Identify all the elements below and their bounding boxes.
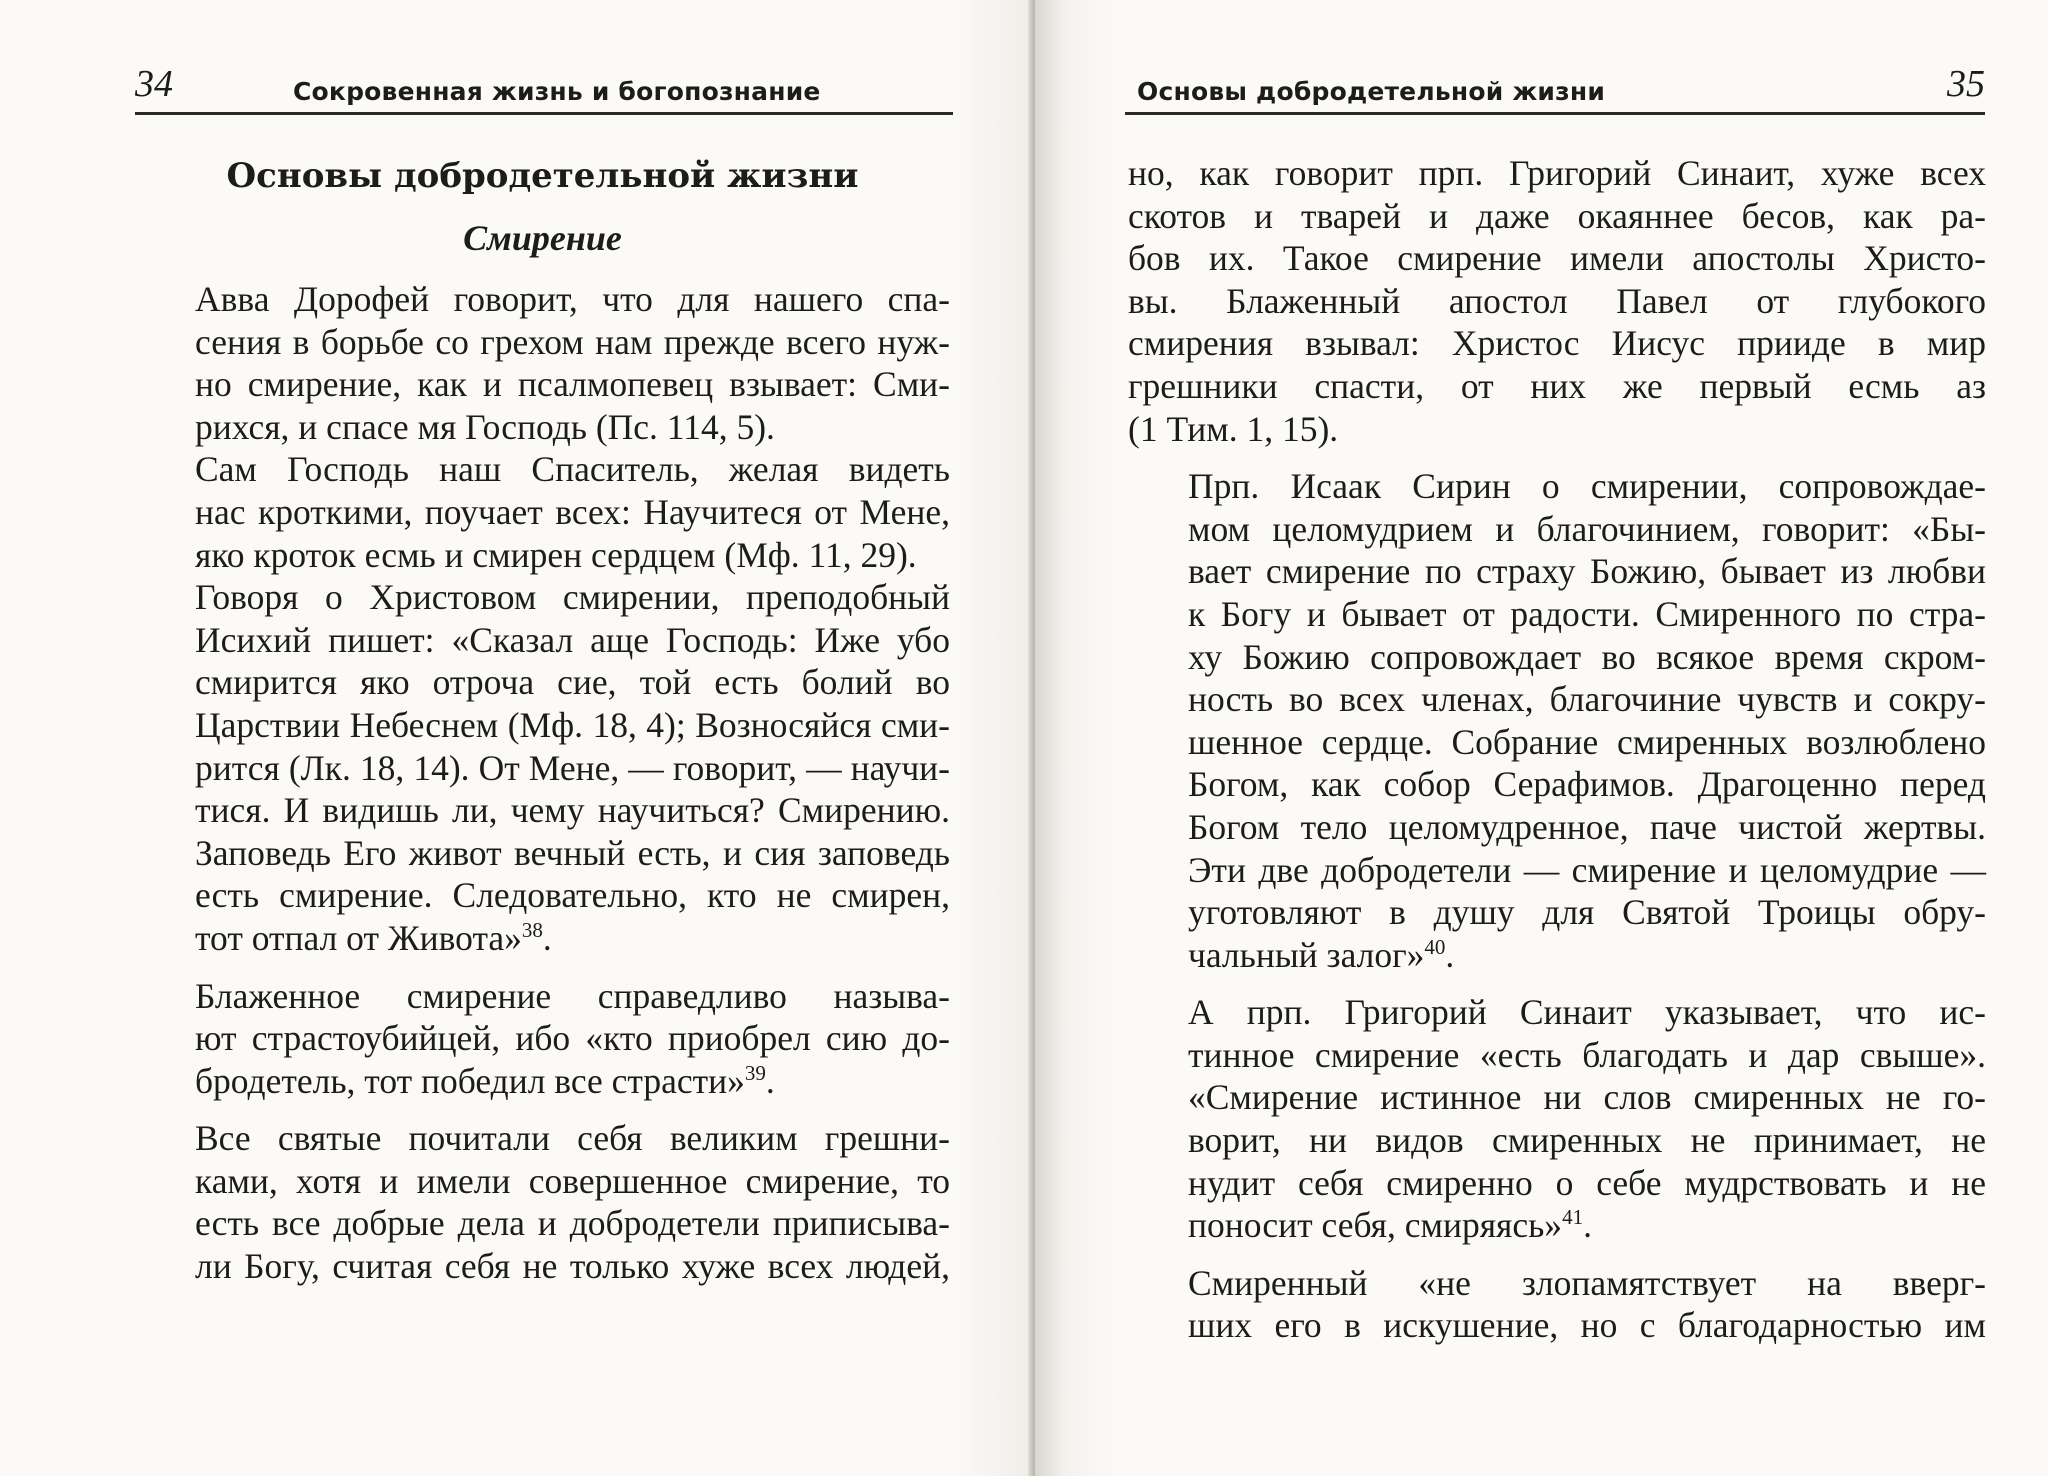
text-line: скотов и тварей и даже окаяннее бесов, как ра- [1128, 195, 1986, 236]
paragraph [1128, 465, 1986, 976]
text-line: Богом тело целомудренное, паче чистой жертвы. [1188, 806, 1986, 847]
chapter-heading: Основы добродетельной жизни [226, 156, 859, 196]
text-line: рится (Лк. 18, 14). От Мене, — говорит, — научи- [195, 747, 950, 788]
footnote-ref: 40 [1424, 934, 1446, 959]
footnote-ref: 41 [1562, 1205, 1584, 1230]
text-line: к Богу и бывает от радости. Смиренного по стра- [1188, 593, 1986, 634]
text-line: мом целомудрием и благочинием, говорит: «Бы- [1188, 508, 1986, 549]
text-line: ворит, ни видов смиренных не принимает, не [1188, 1120, 1986, 1161]
text-line: поносит себя, смиряясь»$^{41}$. [1188, 1205, 1592, 1246]
text-line: есть все добрые дела и добродетели приписыва- [195, 1203, 950, 1244]
text-line: тися. И видишь ли, чему научиться? Смирению. [195, 790, 950, 831]
text-line: уготовляют в душу для Святой Троицы обру- [1188, 892, 1986, 933]
paragraph [135, 448, 950, 576]
right-page [1035, 0, 2048, 1476]
text-line: Исихий пишет: «Сказал аще Господь: Иже убо [195, 619, 950, 660]
text-line: ших его в искушение, но с благодарностью им [1188, 1305, 1986, 1346]
text-line: А прп. Григорий Синаит указывает, что ис- [1188, 992, 1986, 1033]
text-line: Смиренный «не злопамятствует на вверг- [1188, 1262, 1986, 1303]
text-line: Авва Дорофей говорит, что для нашего спа- [195, 279, 950, 319]
text-line: ху Божию сопровождает во всякое время скром- [1188, 636, 1986, 677]
paragraph [1128, 152, 1986, 450]
text-line: нудит себя смиренно о себе мудрствовать и не [1188, 1162, 1986, 1203]
text-line: сения в борьбе со грехом нам прежде всего нуж- [195, 321, 950, 362]
page-number: 34 [135, 63, 173, 105]
section-subheading: Смирение [463, 218, 622, 258]
text-line: (1 Тим. 1, 15). [1128, 408, 1339, 449]
text-line: Царствии Небеснем (Мф. 18, 4); Возносяйся сми- [195, 704, 950, 745]
text-line: смирения взывал: Христос Иисус прииде в мир [1128, 323, 1986, 364]
footnote-ref: 38 [521, 918, 543, 943]
text-line: вы. Блаженный апостол Павел от глубокого [1128, 280, 1986, 321]
text-line: грешники спасти, от них же первый есмь аз [1128, 365, 1986, 406]
text-line: тинное смирение «есть благодать и дар свыше». [1188, 1034, 1986, 1075]
right-running-header [1125, 56, 1985, 115]
text-line: Все святые почитали себя великим грешни- [195, 1118, 950, 1159]
paragraph [135, 278, 950, 448]
text-line: Прп. Исаак Сирин о смирении, сопровождае- [1188, 466, 1986, 507]
left-body-text [135, 152, 950, 1288]
text-line: Заповедь Его живот вечный есть, и сия заповедь [195, 832, 950, 873]
paragraph [1128, 1262, 1986, 1347]
text-line-content: поносит себя, смиряясь» [1188, 1205, 1563, 1246]
text-line: Богом, как собор Серафимов. Драгоценно перед [1188, 764, 1986, 805]
text-line: бов их. Такое смирение имели апостолы Христо- [1128, 238, 1986, 279]
text-line: но, как говорит прп. Григорий Синаит, хуже всех [1128, 153, 1986, 193]
running-title: Основы добродетельной жизни [1137, 77, 1606, 106]
paragraph [135, 576, 950, 959]
running-title: Сокровенная жизнь и богопознание [293, 77, 821, 106]
text-line: вает смирение по страху Божию, бывает из любви [1188, 551, 1986, 592]
text-line-content: тот отпал от Живота» [195, 917, 522, 958]
text-line: ли Богу, считая себя не только хуже всех людей, [195, 1246, 950, 1287]
text-line: яко кроток есмь и смирен сердцем (Мф. 11, 29). [195, 534, 917, 575]
text-line: ют страстоубийцей, ибо «кто приобрел сию до- [195, 1018, 950, 1059]
text-line: ками, хотя и имели совершенное смирение, то [195, 1160, 950, 1201]
text-line: «Смирение истинное ни слов смиренных не го- [1188, 1077, 1986, 1118]
text-line-content: бродетель, тот победил все страсти» [195, 1060, 745, 1101]
text-line: тот отпал от Живота»$^{38}$. [195, 917, 552, 958]
footnote-ref: 39 [744, 1060, 766, 1085]
text-line: Говоря о Христовом смирении, преподобный [195, 577, 950, 618]
paragraph [135, 1117, 950, 1287]
left-running-header [135, 56, 953, 115]
text-line: Сам Господь наш Спаситель, желая видеть [195, 449, 950, 490]
text-line-content: чальный залог» [1188, 934, 1425, 975]
paragraph [1128, 991, 1986, 1247]
text-line: ность во всех членах, благочиние чувств и сокру- [1188, 679, 1986, 720]
text-line: смирится яко отроча сие, той есть болий во [195, 662, 950, 703]
text-line: Блаженное смирение справедливо называ- [195, 975, 950, 1016]
text-line: шенное сердце. Собрание смиренных возлюблено [1188, 721, 1986, 762]
text-line: чальный залог»$^{40}$. [1188, 934, 1455, 975]
text-line: нас кроткими, поучает всех: Научитеся от Мене, [195, 491, 950, 532]
page-number: 35 [1947, 63, 1985, 105]
text-line: рихся, и спасе мя Господь (Пс. 114, 5). [195, 406, 775, 447]
text-line: есть смирение. Следовательно, кто не смирен, [195, 875, 950, 916]
text-line: Эти две добродетели — смирение и целомудрие — [1188, 849, 1986, 890]
text-line: бродетель, тот победил все страсти»$^{39}$. [195, 1060, 775, 1101]
paragraph [135, 975, 950, 1103]
right-body-text [1128, 152, 1986, 1347]
text-line: но смирение, как и псалмопевец взывает: Сми- [195, 364, 950, 405]
